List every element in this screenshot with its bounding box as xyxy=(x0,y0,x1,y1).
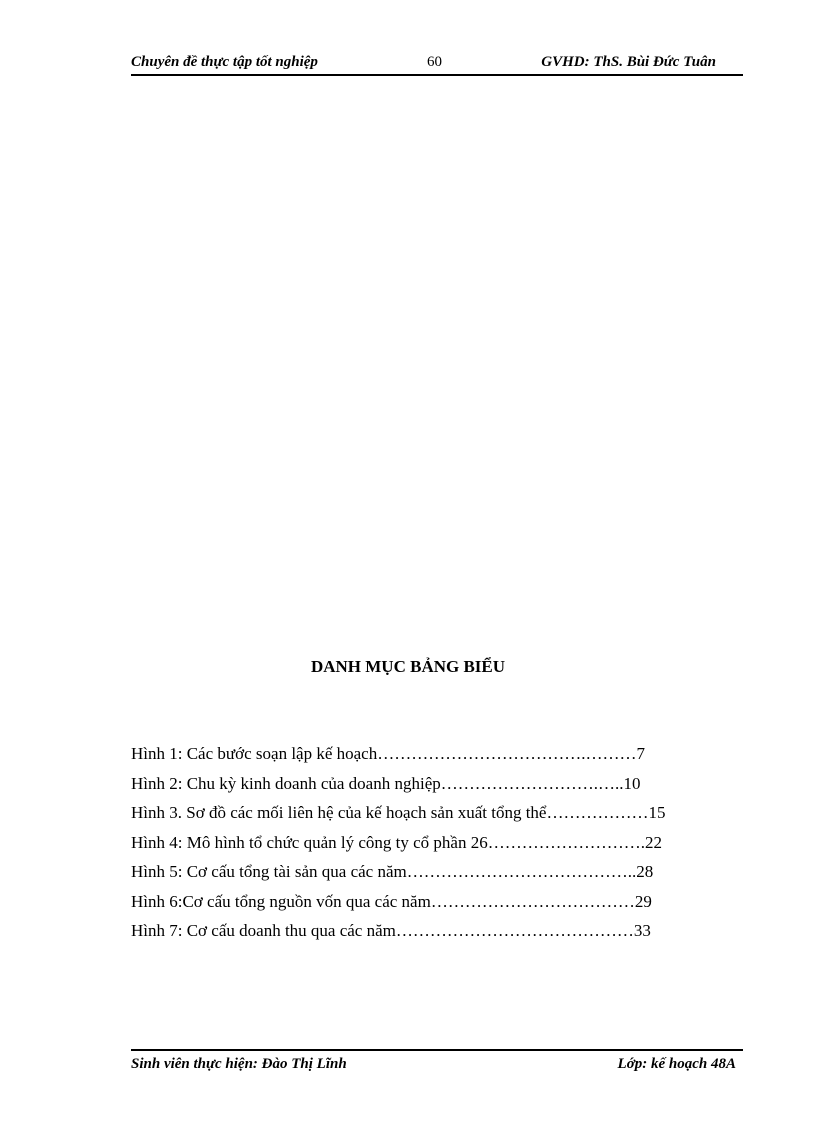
figure-list-item-1: Hình 1: Các bước soạn lập kế hoạch……………………………….………7 xyxy=(131,744,645,763)
page-header xyxy=(131,52,743,76)
figure-list-item-2: Hình 2: Chu kỳ kinh doanh của doanh nghiệp……………………….…..10 xyxy=(131,773,641,793)
header-page-number: 60 xyxy=(427,54,442,70)
figure-list-item-4: Hình 4: Mô hình tổ chức quản lý công ty cổ phần 26……………………….22 xyxy=(131,832,662,852)
figure-list-item-7: Hình 7: Cơ cấu doanh thu qua các năm……………………………………33 xyxy=(131,921,651,940)
figure-list-item-3: Hình 3. Sơ đồ các mối liên hệ của kế hoạch sản xuất tổng thể………………15 xyxy=(131,803,666,822)
footer-class: Lớp: kế hoạch 48A xyxy=(617,1056,736,1072)
footer-student: Sinh viên thực hiện: Đào Thị Lĩnh xyxy=(131,1056,347,1072)
header-advisor: GVHD: ThS. Bùi Đức Tuân xyxy=(541,54,716,70)
figure-list-item-5: Hình 5: Cơ cấu tổng tài sản qua các năm…………………………………..28 xyxy=(131,862,654,881)
figure-list xyxy=(131,743,731,950)
header-document-title: Chuyên đề thực tập tốt nghiệp xyxy=(131,54,318,70)
figure-list-item-6: Hình 6:Cơ cấu tổng nguồn vốn qua các năm………………………………29 xyxy=(131,891,652,911)
section-title: DANH MỤC BẢNG BIỂU xyxy=(310,657,506,676)
page-footer xyxy=(131,1049,743,1075)
